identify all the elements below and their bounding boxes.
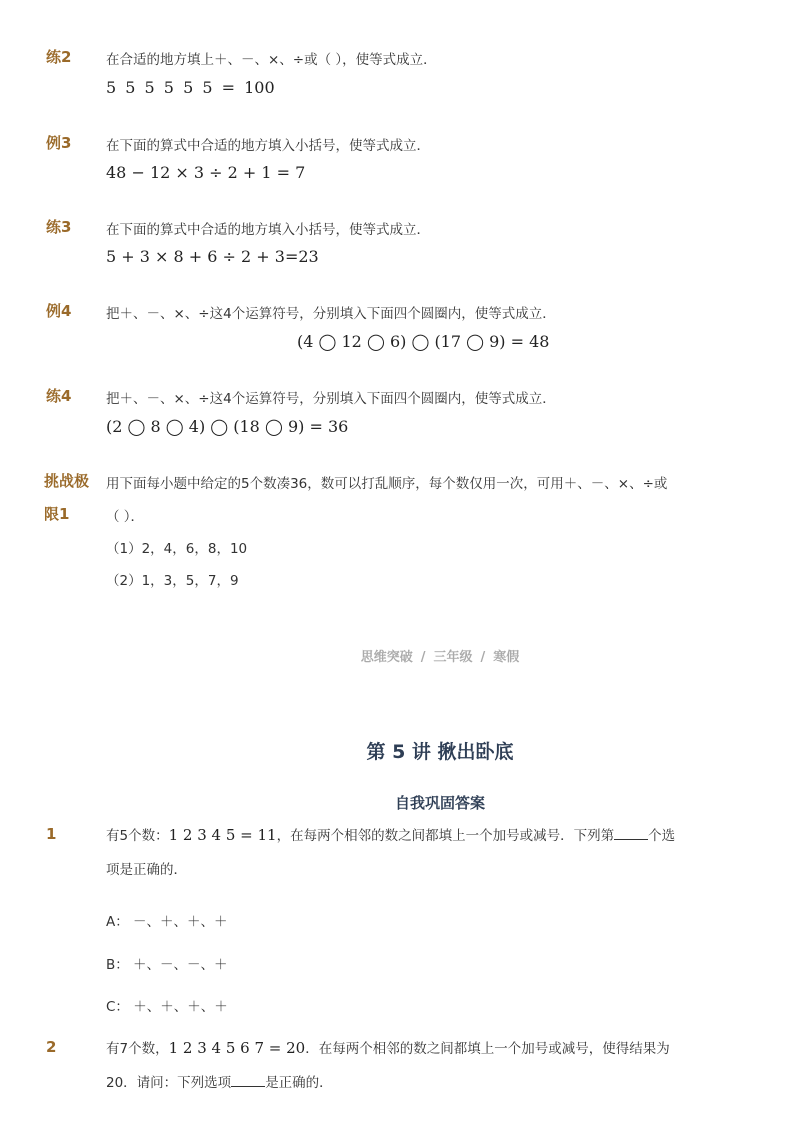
answer-option-b: B： ＋、－、－、＋ — [106, 957, 228, 973]
problem-text: 在下面的算式中合适的地方填入小括号，使等式成立． — [106, 222, 430, 238]
answer-blank[interactable] — [614, 827, 648, 840]
answer-text-line1: 有5个数：1 2 3 4 5 = 11，在每两个相邻的数之间都填上一个加号或减号．下列第 个选 — [106, 826, 676, 844]
problem-tag: 例3 — [46, 134, 72, 152]
footer-term: 寒假 — [493, 650, 520, 665]
problem-tag: 练3 — [46, 218, 72, 236]
page-footer — [0, 646, 800, 665]
footer-grade: 三年级 — [433, 650, 473, 665]
problem-text: 在下面的算式中合适的地方填入小括号，使等式成立． — [106, 138, 430, 154]
problem-text: 把＋、－、×、÷这4个运算符号，分别填入下面四个圆圈内，使等式成立． — [106, 306, 556, 322]
footer-separator: / — [480, 650, 486, 665]
answer-text-line1: 有7个数，1 2 3 4 5 6 7 = 20．在每两个相邻的数之间都填上一个加号或减号，使得结果为 — [106, 1039, 670, 1057]
footer-separator: / — [420, 650, 426, 665]
answer-number: 1 — [46, 825, 57, 843]
challenge-tag-line2: 限1 — [44, 505, 70, 523]
answer-option-a: A： －、＋、＋、＋ — [106, 914, 228, 930]
answer-text-line2: 项是正确的． — [106, 862, 187, 878]
problem-equation: 5 5 5 5 5 5 = 100 — [106, 78, 275, 97]
answer-option-c: C： ＋、＋、＋、＋ — [106, 999, 228, 1015]
problem-tag: 例4 — [46, 302, 72, 320]
answer-number: 2 — [46, 1038, 57, 1056]
challenge-text-line2: （ ）． — [106, 509, 145, 525]
problem-text: 在合适的地方填上＋、－、×、÷或（ ），使等式成立． — [106, 52, 437, 68]
problem-text: 把＋、－、×、÷这4个运算符号，分别填入下面四个圆圈内，使等式成立． — [106, 391, 556, 407]
challenge-text-line1: 用下面每小题中给定的5个数凑36，数可以打乱顺序，每个数仅用一次，可用＋、－、×、÷或 — [106, 476, 668, 492]
footer-series: 思维突破 — [360, 650, 413, 665]
challenge-item: （1）2，4，6，8，10 — [106, 541, 248, 557]
problem-equation: (4 ◯ 12 ◯ 6) ◯ (17 ◯ 9) = 48 — [297, 332, 550, 351]
answer-equation: 1 2 3 4 5 6 7 = 20 — [168, 1039, 306, 1057]
answer-equation: 1 2 3 4 5 = 11 — [168, 826, 277, 844]
problem-tag: 练4 — [46, 387, 72, 405]
answer-blank[interactable] — [231, 1074, 265, 1087]
problem-equation: 48 − 12 × 3 ÷ 2 + 1 = 7 — [106, 163, 306, 182]
challenge-tag-line1: 挑战极 — [44, 472, 90, 490]
lecture-title: 第 5 讲 揪出卧底 — [366, 741, 514, 763]
challenge-item: （2）1，3，5，7，9 — [106, 573, 239, 589]
problem-equation: 5 + 3 × 8 + 6 ÷ 2 + 3=23 — [106, 247, 319, 266]
answer-text-line2: 20．请问：下列选项 是正确的． — [106, 1075, 333, 1091]
problem-equation: (2 ◯ 8 ◯ 4) ◯ (18 ◯ 9) = 36 — [106, 417, 349, 436]
problem-tag: 练2 — [46, 48, 72, 66]
section-title: 自我巩固答案 — [394, 794, 485, 812]
